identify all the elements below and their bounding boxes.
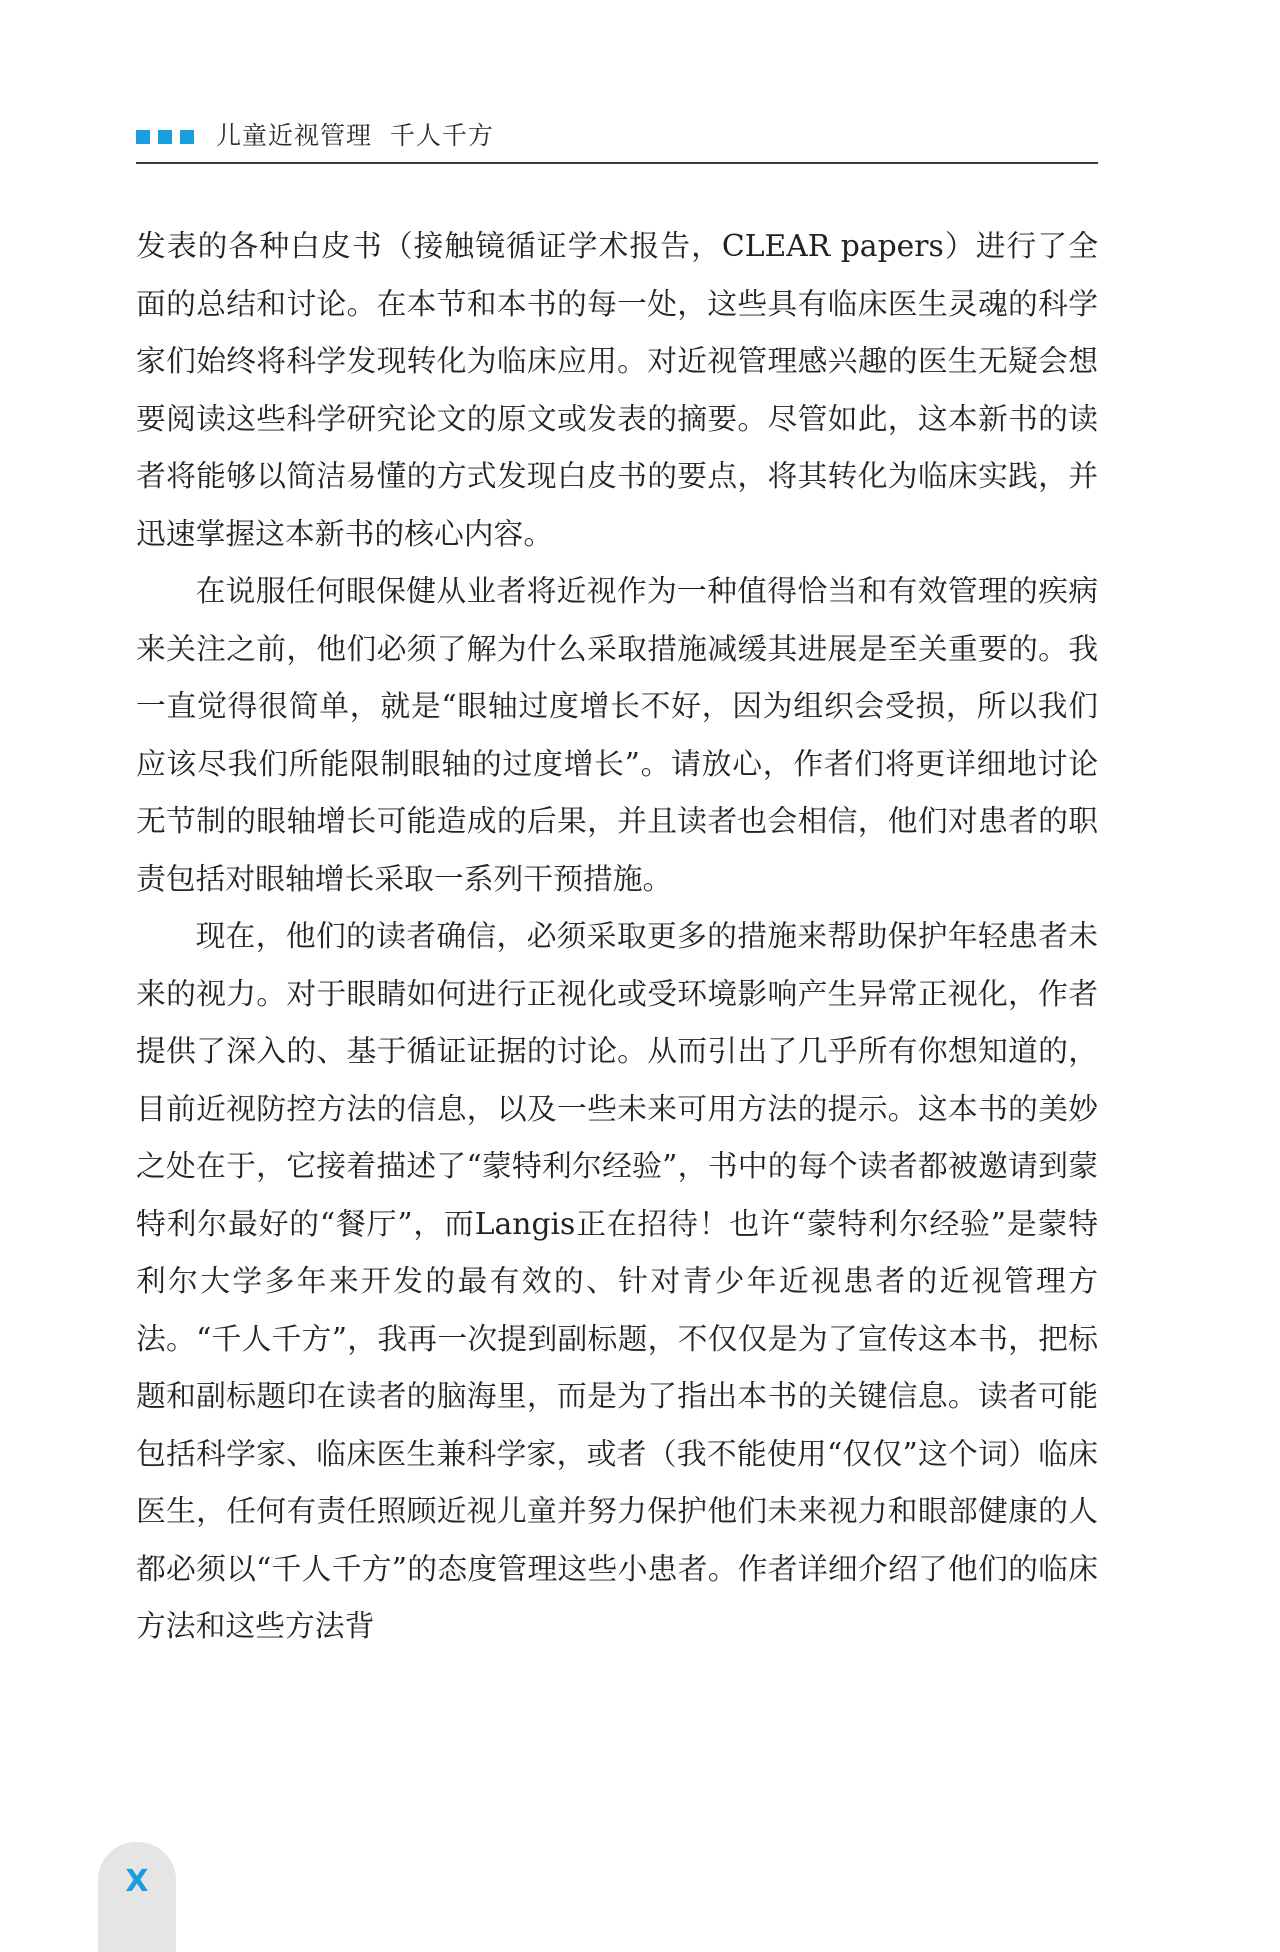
page-number-tab bbox=[98, 1842, 176, 1952]
header-square bbox=[180, 130, 194, 144]
running-header-title: 儿童近视管理 千人千方 bbox=[216, 121, 494, 150]
header-square bbox=[158, 130, 172, 144]
paragraph: 现在，他们的读者确信，必须采取更多的措施来帮助保护年轻患者未来的视力。对于眼睛如何进行正视化或受环境影响产生异常正视化，作者提供了深入的、基于循证证据的讨论。从而引出了几乎所有你想知道的，目前近视防控方法的信息，以及一些未来可用方法的提示。这本书的美妙之处在于，它接着描述了“蒙特利尔经验”，书中的每个读者都被邀请到蒙特利尔最好的“餐厅”，而Langis正在招待！也许“蒙特利尔经验”是蒙特利尔大学多年来开发的最有效的、针对青少年近视患者的近视管理方法。“千人千方”，我再一次提到副标题，不仅仅是为了宣传这本书，把标题和副标题印在读者的脑海里，而是为了指出本书的关键信息。读者可能包括科学家、临床医生兼科学家，或者（我不能使用“仅仅”这个词）临床医生，任何有责任照顾近视儿童并努力保护他们未来视力和眼部健康的人都必须以“千人千方”的态度管理这些小患者。作者详细介绍了他们的临床方法和这些方法背 bbox=[136, 919, 1098, 1644]
paragraph: 在说服任何眼保健从业者将近视作为一种值得恰当和有效管理的疾病来关注之前，他们必须了解为什么采取措施减缓其进展是至关重要的。我一直觉得很简单，就是“眼轴过度增长不好，因为组织会受损，所以我们应该尽我们所能限制眼轴的过度增长”。请放心，作者们将更详细地讨论无节制的眼轴增长可能造成的后果，并且读者也会相信，他们对患者的职责包括对眼轴增长采取一系列干预措施。 bbox=[136, 574, 1098, 897]
body-text bbox=[136, 218, 1098, 1656]
running-header bbox=[136, 118, 1098, 164]
header-squares-icon bbox=[136, 130, 194, 144]
paragraph: 发表的各种白皮书（接触镜循证学术报告，CLEAR papers）进行了全面的总结和讨论。在本节和本书的每一处，这些具有临床医生灵魂的科学家们始终将科学发现转化为临床应用。对近视管理感兴趣的医生无疑会想要阅读这些科学研究论文的原文或发表的摘要。尽管如此，这本新书的读者将能够以简洁易懂的方式发现白皮书的要点，将其转化为临床实践，并迅速掌握这本新书的核心内容。 bbox=[136, 229, 1098, 552]
page-number: X bbox=[125, 1864, 149, 1899]
header-square bbox=[136, 130, 150, 144]
